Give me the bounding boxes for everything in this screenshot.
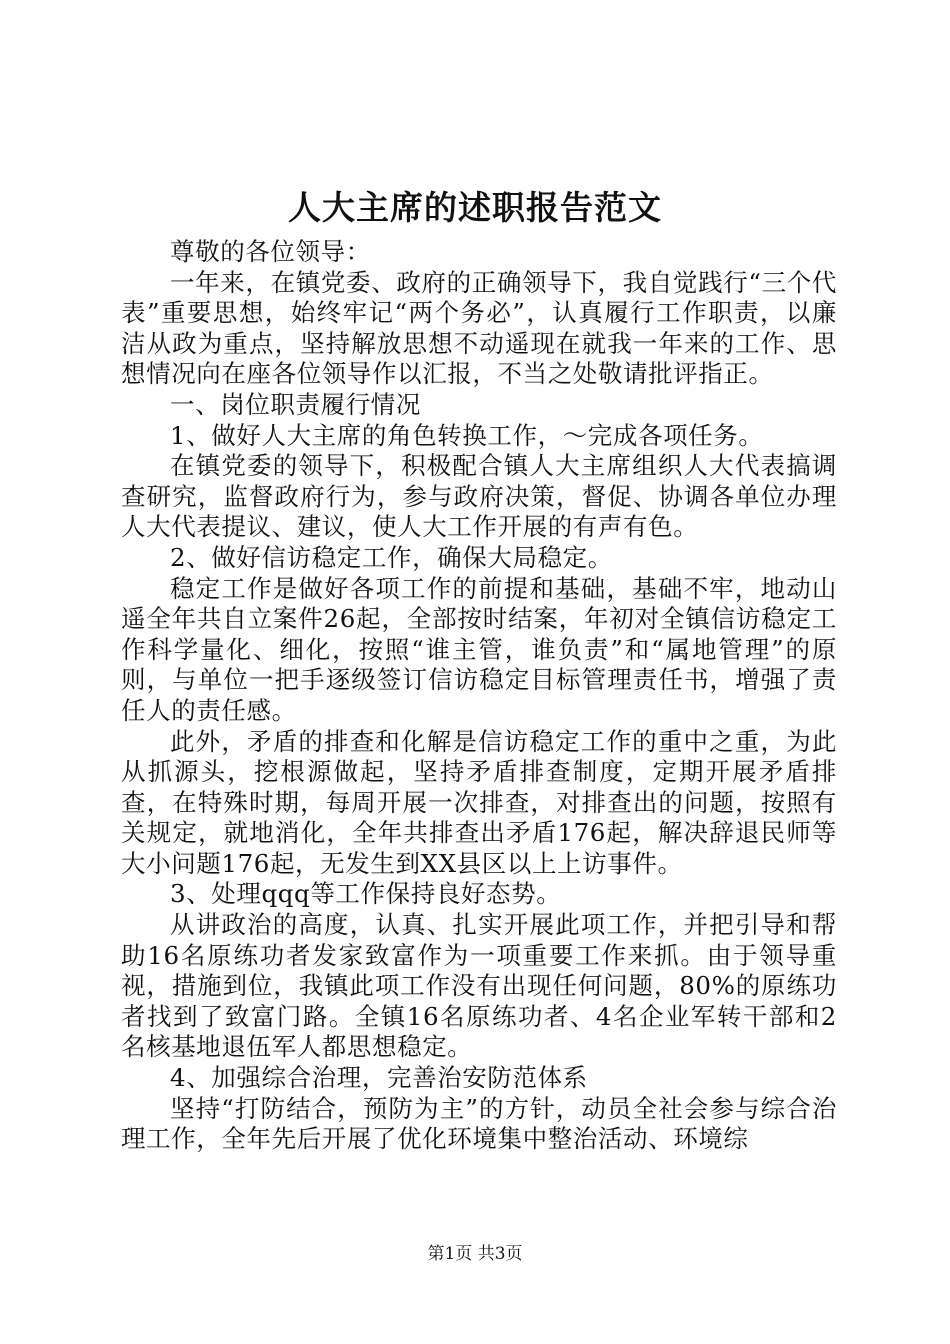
subsection-heading: 2、做好信访稳定工作，确保大局稳定。 xyxy=(170,542,613,572)
page-footer: 第1页 共3页 xyxy=(427,1244,523,1264)
salutation-paragraph: 尊敬的各位领导： xyxy=(170,237,371,266)
subsection-heading: 3、处理qqq等工作保持良好态势。 xyxy=(170,879,562,909)
body-paragraph: 稳定工作是做好各项工作的前提和基础，基础不牢，地动山遥全年共自立案件26起，全部按时结案，年初对全镇信访稳定工作科学量化、细化，按照“谁主管，谁负责”和“属地管理”的原则，与单位一把手逐级签订信访稳定目标管理责任书，增强了责任人的责任感。 xyxy=(121,573,837,725)
body-paragraph: 在镇党委的领导下，积极配合镇人大主席组织人大代表搞调查研究，监督政府行为，参与政府决策，督促、协调各单位办理人大代表提议、建议，使人大工作开展的有声有色。 xyxy=(121,451,837,542)
section-heading: 一、岗位职责履行情况 xyxy=(170,389,421,419)
body-paragraph: 坚持“打防结合，预防为主”的方针，动员全社会参与综合治理工作，全年先后开展了优化环境集中整治活动、环境综 xyxy=(121,1093,837,1154)
body-paragraph: 从讲政治的高度，认真、扎实开展此项工作，并把引导和帮助16名原练功者发家致富作为一项重要工作来抓。由于领导重视，措施到位，我镇此项工作没有出现任何问题，80%的原练功者找到了致富门路。全镇16名原练功者、4名企业军转干部和2名核基地退伍军人都思想稳定。 xyxy=(121,910,837,1062)
subsection-heading: 4、加强综合治理，完善治安防范体系 xyxy=(170,1063,588,1093)
document-body xyxy=(121,237,837,1155)
document-title: 人大主席的述职报告范文 xyxy=(288,188,662,227)
body-paragraph: 一年来，在镇党委、政府的正确领导下，我自觉践行“三个代表”重要思想，始终牢记“两个务必”，认真履行工作职责，以廉洁从政为重点，坚持解放思想不动遥现在就我一年来的工作、思想情况向在座各位领导作以汇报，不当之处敬请批评指正。 xyxy=(121,267,837,389)
body-paragraph: 此外，矛盾的排查和化解是信访稳定工作的重中之重，为此从抓源头，挖根源做起，坚持矛盾排查制度，定期开展矛盾排查，在特殊时期，每周开展一次排查，对排查出的问题，按照有关规定，就地消化，全年共排查出矛盾176起，解决辞退民师等大小问题176起，无发生到XX县区以上上访事件。 xyxy=(121,726,837,878)
subsection-heading: 1、做好人大主席的角色转换工作，～完成各项任务。 xyxy=(170,420,764,450)
